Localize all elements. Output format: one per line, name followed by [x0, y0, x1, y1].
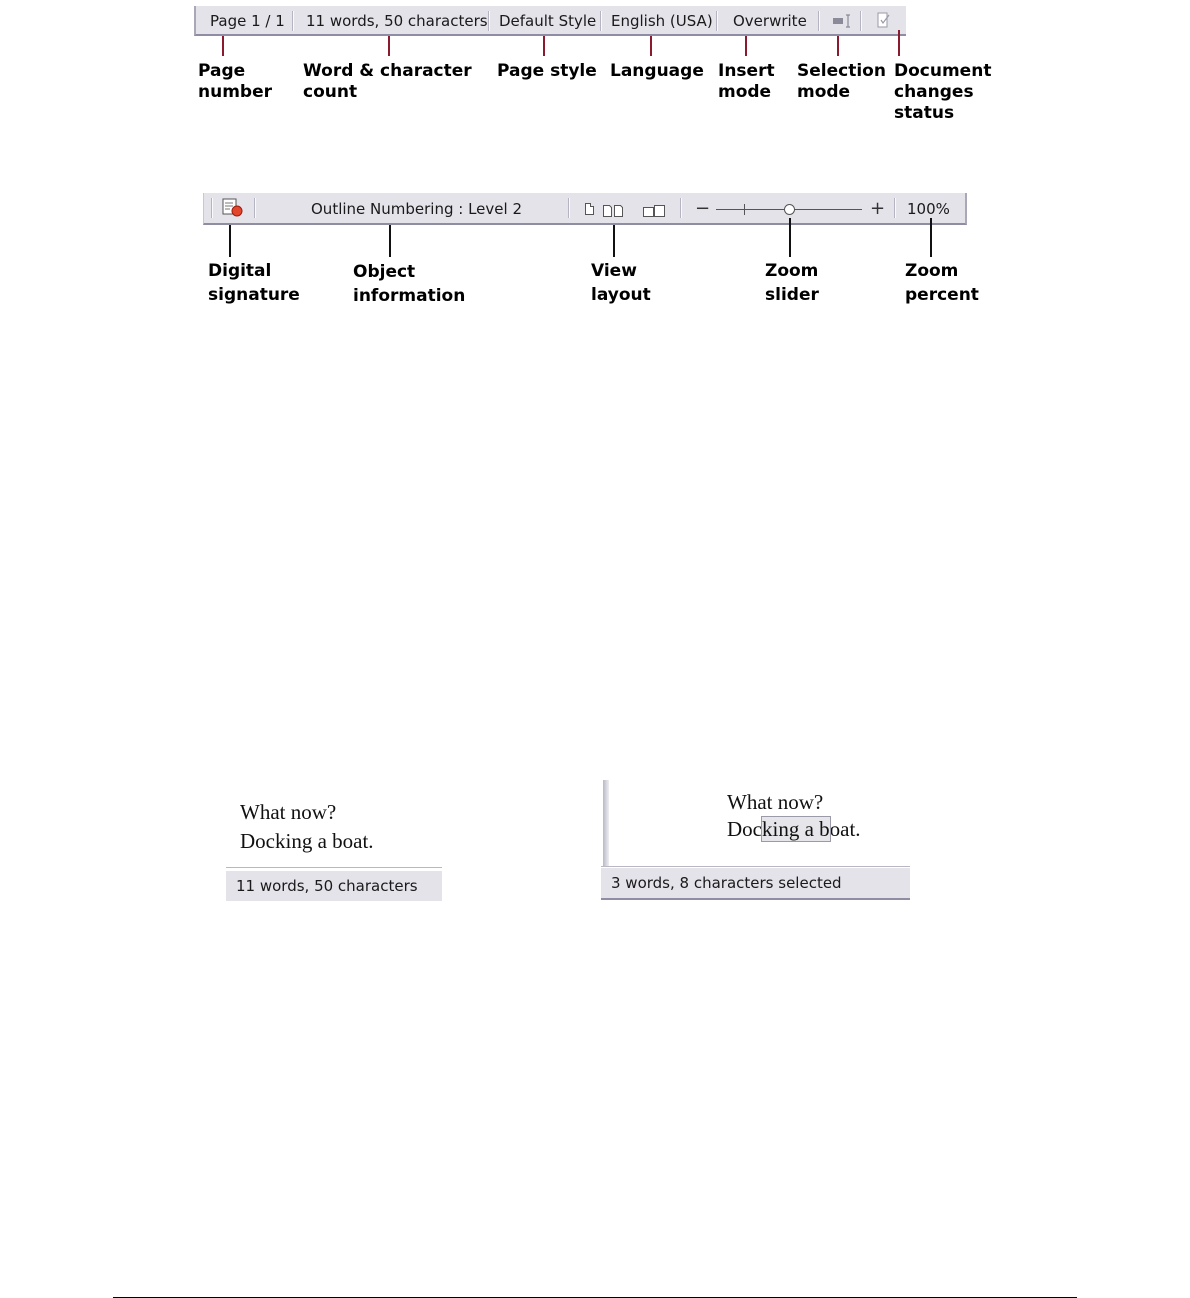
selection-count-status: 3 words, 8 characters selected [601, 868, 910, 900]
separator [292, 11, 293, 31]
text-after-selection: oat. [829, 817, 861, 841]
digital-signature-icon[interactable] [222, 198, 244, 218]
zoom-in-button[interactable]: + [870, 198, 886, 219]
word-count-status: 11 words, 50 characters [226, 871, 442, 901]
separator [680, 198, 681, 218]
separator [488, 11, 489, 31]
caption-language: Language [610, 61, 704, 81]
leader-line [543, 36, 545, 56]
status-bar [203, 193, 967, 225]
separator [211, 198, 212, 218]
separator [818, 11, 819, 31]
leader-line [222, 36, 224, 56]
separator [894, 198, 895, 218]
word-count-field[interactable]: 11 words, 50 characters [306, 12, 488, 30]
separator [568, 198, 569, 218]
caption-document-changes: Document changes status [894, 61, 992, 123]
selection-mode-icon[interactable] [833, 14, 851, 28]
leader-line [613, 225, 615, 257]
leader-line [745, 36, 747, 56]
text-before-selection: Doc [727, 817, 762, 841]
separator [716, 11, 717, 31]
separator [600, 11, 601, 31]
leader-line [389, 225, 391, 257]
document-line-with-selection [727, 817, 861, 842]
zoom-percent-field[interactable]: 100% [907, 200, 950, 218]
caption-zoom-percent: Zoom percent [905, 261, 979, 305]
zoom-out-button[interactable]: − [695, 198, 711, 219]
page-edge [603, 780, 609, 866]
caption-page-style: Page style [497, 61, 597, 81]
leader-line [388, 36, 390, 56]
document-line: Docking a boat. [240, 829, 374, 853]
caption-digital-signature: Digital signature [208, 261, 300, 305]
caption-page-number: Page number [198, 61, 273, 102]
zoom-slider-tick [744, 204, 745, 215]
document-line: What now? [727, 790, 824, 814]
language-field[interactable]: English (USA) [611, 12, 713, 30]
caption-selection-mode: Selection mode [797, 61, 886, 102]
insert-mode-field[interactable]: Overwrite [733, 12, 807, 30]
separator [254, 198, 255, 218]
document-changes-icon[interactable] [876, 12, 892, 28]
selected-text[interactable]: king a b [762, 817, 830, 841]
single-page-view-icon[interactable] [585, 203, 594, 215]
caption-view-layout: View layout [591, 261, 651, 305]
leader-line [930, 218, 932, 257]
caption-word-count: Word & character count [303, 61, 472, 102]
leader-line [229, 225, 231, 257]
leader-line [837, 36, 839, 56]
divider [601, 866, 910, 867]
separator [860, 11, 861, 31]
object-information-field: Outline Numbering : Level 2 [311, 200, 522, 218]
divider [226, 867, 442, 868]
zoom-slider-knob[interactable] [784, 204, 795, 215]
caption-object-information: Object information [353, 262, 466, 306]
multi-page-view-icon[interactable] [603, 203, 623, 215]
leader-line [789, 218, 791, 257]
leader-line [650, 36, 652, 56]
document-line: What now? [240, 800, 337, 824]
caption-insert-mode: Insert mode [718, 61, 775, 102]
caption-zoom-slider: Zoom slider [765, 261, 819, 305]
book-view-icon[interactable] [643, 203, 665, 215]
status-bar [194, 6, 906, 36]
page-number-field[interactable]: Page 1 / 1 [210, 12, 285, 30]
leader-line [898, 30, 900, 56]
page-style-field[interactable]: Default Style [499, 12, 597, 30]
